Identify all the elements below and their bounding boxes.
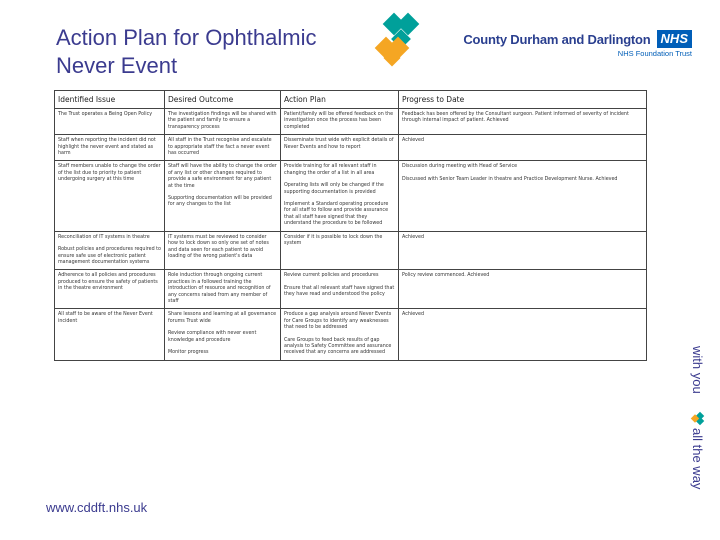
cell-outcome <box>165 270 281 309</box>
cell-paragraph: Staff when reporting the incident did not highlight the never event and stated as harm <box>58 138 156 157</box>
cell-action <box>281 135 399 161</box>
table-row <box>55 270 647 309</box>
cell-outcome <box>165 309 281 360</box>
table-row <box>55 309 647 360</box>
cell-issue <box>55 270 165 309</box>
cell-paragraph: All staff in the Trust recognise and escalate to appropriate staff the fact a never event has occurred <box>168 138 272 157</box>
cell-paragraph: Robust policies and procedures required to ensure safe use of electronic patient management documentation systems <box>58 247 161 265</box>
cell-progress <box>399 270 647 309</box>
cell-paragraph: Provide training for all relevant staff in changing the order of a list in all area <box>284 164 377 176</box>
cell-paragraph: Achieved <box>402 234 424 240</box>
cell-issue <box>55 135 165 161</box>
table-row <box>55 109 647 135</box>
trust-logo <box>463 30 692 58</box>
cell-action <box>281 231 399 270</box>
cell-paragraph: Achieved <box>402 312 424 318</box>
cell-paragraph: Operating lists will only be changed if the supporting documentation is provided <box>284 183 384 195</box>
action-plan-table <box>54 90 647 361</box>
cell-progress <box>399 309 647 360</box>
cell-paragraph: Adherence to all policies and procedures produced to ensure the safety of patients in the theatre environment <box>58 273 158 292</box>
slide-title <box>56 24 376 80</box>
tagline-part-2: all the way <box>690 428 705 490</box>
cell-action <box>281 109 399 135</box>
header-action-plan: Action Plan <box>281 91 399 109</box>
website-url: www.cddft.nhs.uk <box>46 500 148 515</box>
cell-paragraph: Staff will have the ability to change the order of any list or other changes required to provide a safe environment for any patient at the time <box>168 164 277 189</box>
cell-paragraph: Implement a Standard operating procedure for all staff to follow and provide assurance that all staff have signed that they understand the procedure to be followed <box>284 202 389 227</box>
cell-paragraph: Ensure that all relevant staff have signed that they have read and understood the policy <box>284 285 395 298</box>
cell-outcome <box>165 109 281 135</box>
cell-action <box>281 270 399 309</box>
cell-issue <box>55 109 165 135</box>
cell-issue <box>55 161 165 231</box>
cell-issue <box>55 231 165 270</box>
cell-outcome <box>165 135 281 161</box>
header-desired-outcome: Desired Outcome <box>165 91 281 109</box>
slide-title-line-2: Never Event <box>56 53 178 78</box>
cell-paragraph: Feedback has been offered by the Consultant surgeon. Patient informed of severity of incident through internal impact of patient. Achieved <box>402 112 629 124</box>
hearts-logo-icon <box>372 10 442 70</box>
cell-paragraph: All staff to be aware of the Never Event incident <box>58 312 153 324</box>
cell-paragraph: Review current policies and procedures <box>284 273 379 279</box>
cell-paragraph: The Trust operates a Being Open Policy <box>58 112 153 117</box>
cell-paragraph: Disseminate trust wide with explicit details of Never Events and how to report <box>284 138 394 150</box>
cell-paragraph: IT systems must be reviewed to consider how to lock down so only one set of notes and data seen for each patient to avoid loading of the wrong patient's data <box>168 234 269 259</box>
tagline <box>680 346 705 516</box>
header-progress: Progress to Date <box>399 91 647 109</box>
cell-progress <box>399 109 647 135</box>
cell-paragraph: The investigation findings will be shared with the patient and family to ensure a transparency process <box>168 112 277 130</box>
header-identified-issue: Identified Issue <box>55 91 165 109</box>
cell-paragraph: Discussed with Senior Team Leader in theatre and Practice Development Nurse. Achieved <box>402 176 618 182</box>
tagline-part-1: with you <box>690 346 705 394</box>
slide-title-line-1: Action Plan for Ophthalmic <box>56 25 317 50</box>
table-header-row <box>55 91 647 109</box>
cell-paragraph: Consider if it is possible to lock down the system <box>284 234 383 247</box>
cell-paragraph: Care Groups to feed back results of gap analysis to Safety Committee and assurance received that any concerns are addressed <box>284 337 392 356</box>
cell-paragraph: Supporting documentation will be provided for any changes to the list <box>168 196 272 208</box>
cell-paragraph: Patient/family will be offered feedback on the investigation once the process has been completed <box>284 112 394 130</box>
cell-paragraph: Share lessons and learning at all governance forums Trust wide <box>168 312 277 324</box>
table-row <box>55 161 647 231</box>
cell-progress <box>399 231 647 270</box>
cell-outcome <box>165 231 281 270</box>
cell-paragraph: Policy review commenced. Achieved <box>402 273 490 279</box>
tagline-heart-icon <box>691 412 704 425</box>
nhs-badge: NHS <box>657 30 692 48</box>
cell-issue <box>55 309 165 360</box>
trust-name: County Durham and Darlington <box>463 31 651 47</box>
cell-paragraph: Review compliance with never event knowledge and procedure <box>168 331 257 343</box>
cell-paragraph: Role induction through ongoing current practices in a followed training the introduction of resource and recognition of any concerns raised from any member of staff <box>168 273 271 304</box>
cell-paragraph: Produce a gap analysis around Never Events for Care Groups to identify any weaknesses that need to be addressed <box>284 312 392 331</box>
cell-progress <box>399 135 647 161</box>
cell-paragraph: Achieved <box>402 138 424 144</box>
cell-paragraph: Discussion during meeting with Head of Service <box>402 164 518 170</box>
trust-subtitle: NHS Foundation Trust <box>617 49 692 58</box>
cell-paragraph: Staff members unable to change the order of the list due to priority to patient undergoing surgery at this time <box>58 164 161 183</box>
cell-paragraph: Monitor progress <box>168 349 209 355</box>
cell-outcome <box>165 161 281 231</box>
cell-progress <box>399 161 647 231</box>
cell-action <box>281 161 399 231</box>
cell-action <box>281 309 399 360</box>
table-row <box>55 231 647 270</box>
cell-paragraph: Reconciliation of IT systems in theatre <box>58 234 150 240</box>
table-row <box>55 135 647 161</box>
